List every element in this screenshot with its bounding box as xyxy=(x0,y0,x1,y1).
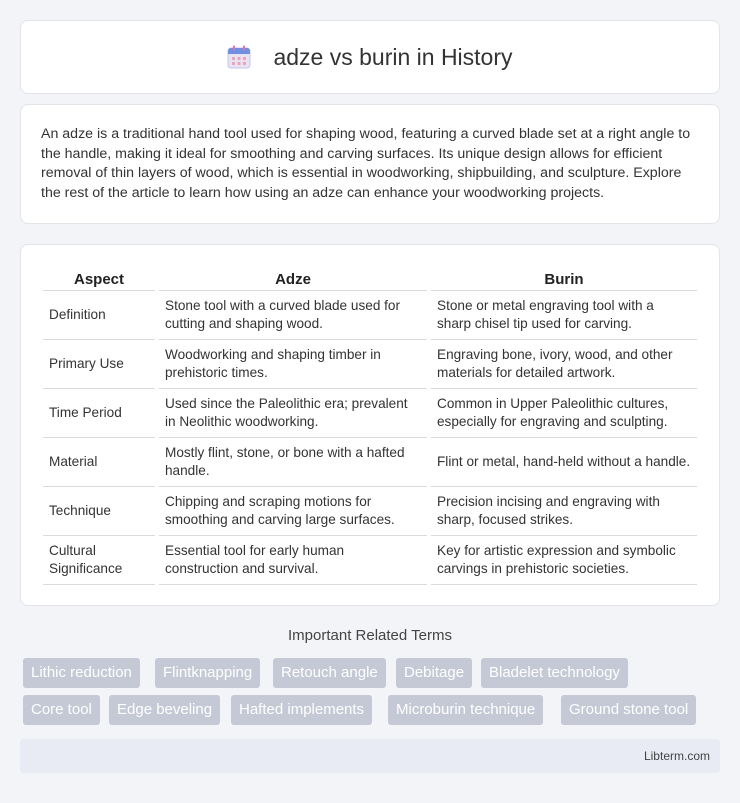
related-term-tag[interactable]: Hafted implements xyxy=(231,695,372,725)
related-term-tag[interactable]: Flintknapping xyxy=(155,658,260,688)
related-term-tag[interactable]: Microburin technique xyxy=(388,695,543,725)
aspect-cell: Primary Use xyxy=(43,340,155,389)
related-term-tag[interactable]: Core tool xyxy=(23,695,100,725)
intro-paragraph: An adze is a traditional hand tool used for shaping wood, featuring a curved blade set at a right angle to the handle, making it ideal for smoothing and carving surfaces. Its unique design allows for efficient removal of thin layers of wood, which is essential in woodworking, shipbuilding, and sculpture. Explore the rest of the article to learn how using an adze can enhance your woodworking projects. xyxy=(41,126,691,201)
table-row xyxy=(43,291,697,340)
related-term-tag[interactable]: Bladelet technology xyxy=(481,658,628,688)
adze-cell: Chipping and scraping motions for smoothing and carving large surfaces. xyxy=(159,487,427,536)
aspect-cell: Material xyxy=(43,438,155,487)
table-row xyxy=(43,536,697,585)
related-term-tag[interactable]: Debitage xyxy=(396,658,472,688)
burin-cell: Key for artistic expression and symbolic carvings in prehistoric societies. xyxy=(431,536,697,585)
adze-cell: Mostly flint, stone, or bone with a hafted handle. xyxy=(159,438,427,487)
adze-cell: Stone tool with a curved blade used for cutting and shaping wood. xyxy=(159,291,427,340)
footer xyxy=(20,739,720,773)
burin-cell: Precision incising and engraving with sharp, focused strikes. xyxy=(431,487,697,536)
page-title: adze vs burin in History xyxy=(273,43,513,70)
burin-cell: Common in Upper Paleolithic cultures, especially for engraving and sculpting. xyxy=(431,389,697,438)
column-header-burin: Burin xyxy=(431,265,697,291)
burin-cell: Engraving bone, ivory, wood, and other materials for detailed artwork. xyxy=(431,340,697,389)
aspect-cell: Technique xyxy=(43,487,155,536)
table-row xyxy=(43,340,697,389)
aspect-cell: Time Period xyxy=(43,389,155,438)
calendar-icon xyxy=(227,45,251,69)
related-term-tag[interactable]: Lithic reduction xyxy=(23,658,140,688)
table-row xyxy=(43,487,697,536)
comparison-card xyxy=(20,244,720,606)
aspect-cell: Cultural Significance xyxy=(43,536,155,585)
footer-site-link[interactable]: Libterm.com xyxy=(643,749,710,763)
adze-cell: Used since the Paleolithic era; prevalent in Neolithic woodworking. xyxy=(159,389,427,438)
table-row xyxy=(43,389,697,438)
table-row xyxy=(43,438,697,487)
intro-card xyxy=(20,104,720,224)
burin-cell: Flint or metal, hand-held without a handle. xyxy=(431,438,697,487)
column-header-adze: Adze xyxy=(159,265,427,291)
burin-cell: Stone or metal engraving tool with a sharp chisel tip used for carving. xyxy=(431,291,697,340)
adze-cell: Woodworking and shaping timber in prehistoric times. xyxy=(159,340,427,389)
comparison-table xyxy=(39,265,701,585)
table-header-row xyxy=(43,265,697,291)
aspect-cell: Definition xyxy=(43,291,155,340)
related-terms-title: Important Related Terms xyxy=(288,627,452,644)
header-card xyxy=(20,20,720,94)
column-header-aspect: Aspect xyxy=(43,265,155,291)
related-term-tag[interactable]: Edge beveling xyxy=(109,695,220,725)
related-term-tag[interactable]: Ground stone tool xyxy=(561,695,696,725)
related-term-tag[interactable]: Retouch angle xyxy=(273,658,386,688)
adze-cell: Essential tool for early human construction and survival. xyxy=(159,536,427,585)
